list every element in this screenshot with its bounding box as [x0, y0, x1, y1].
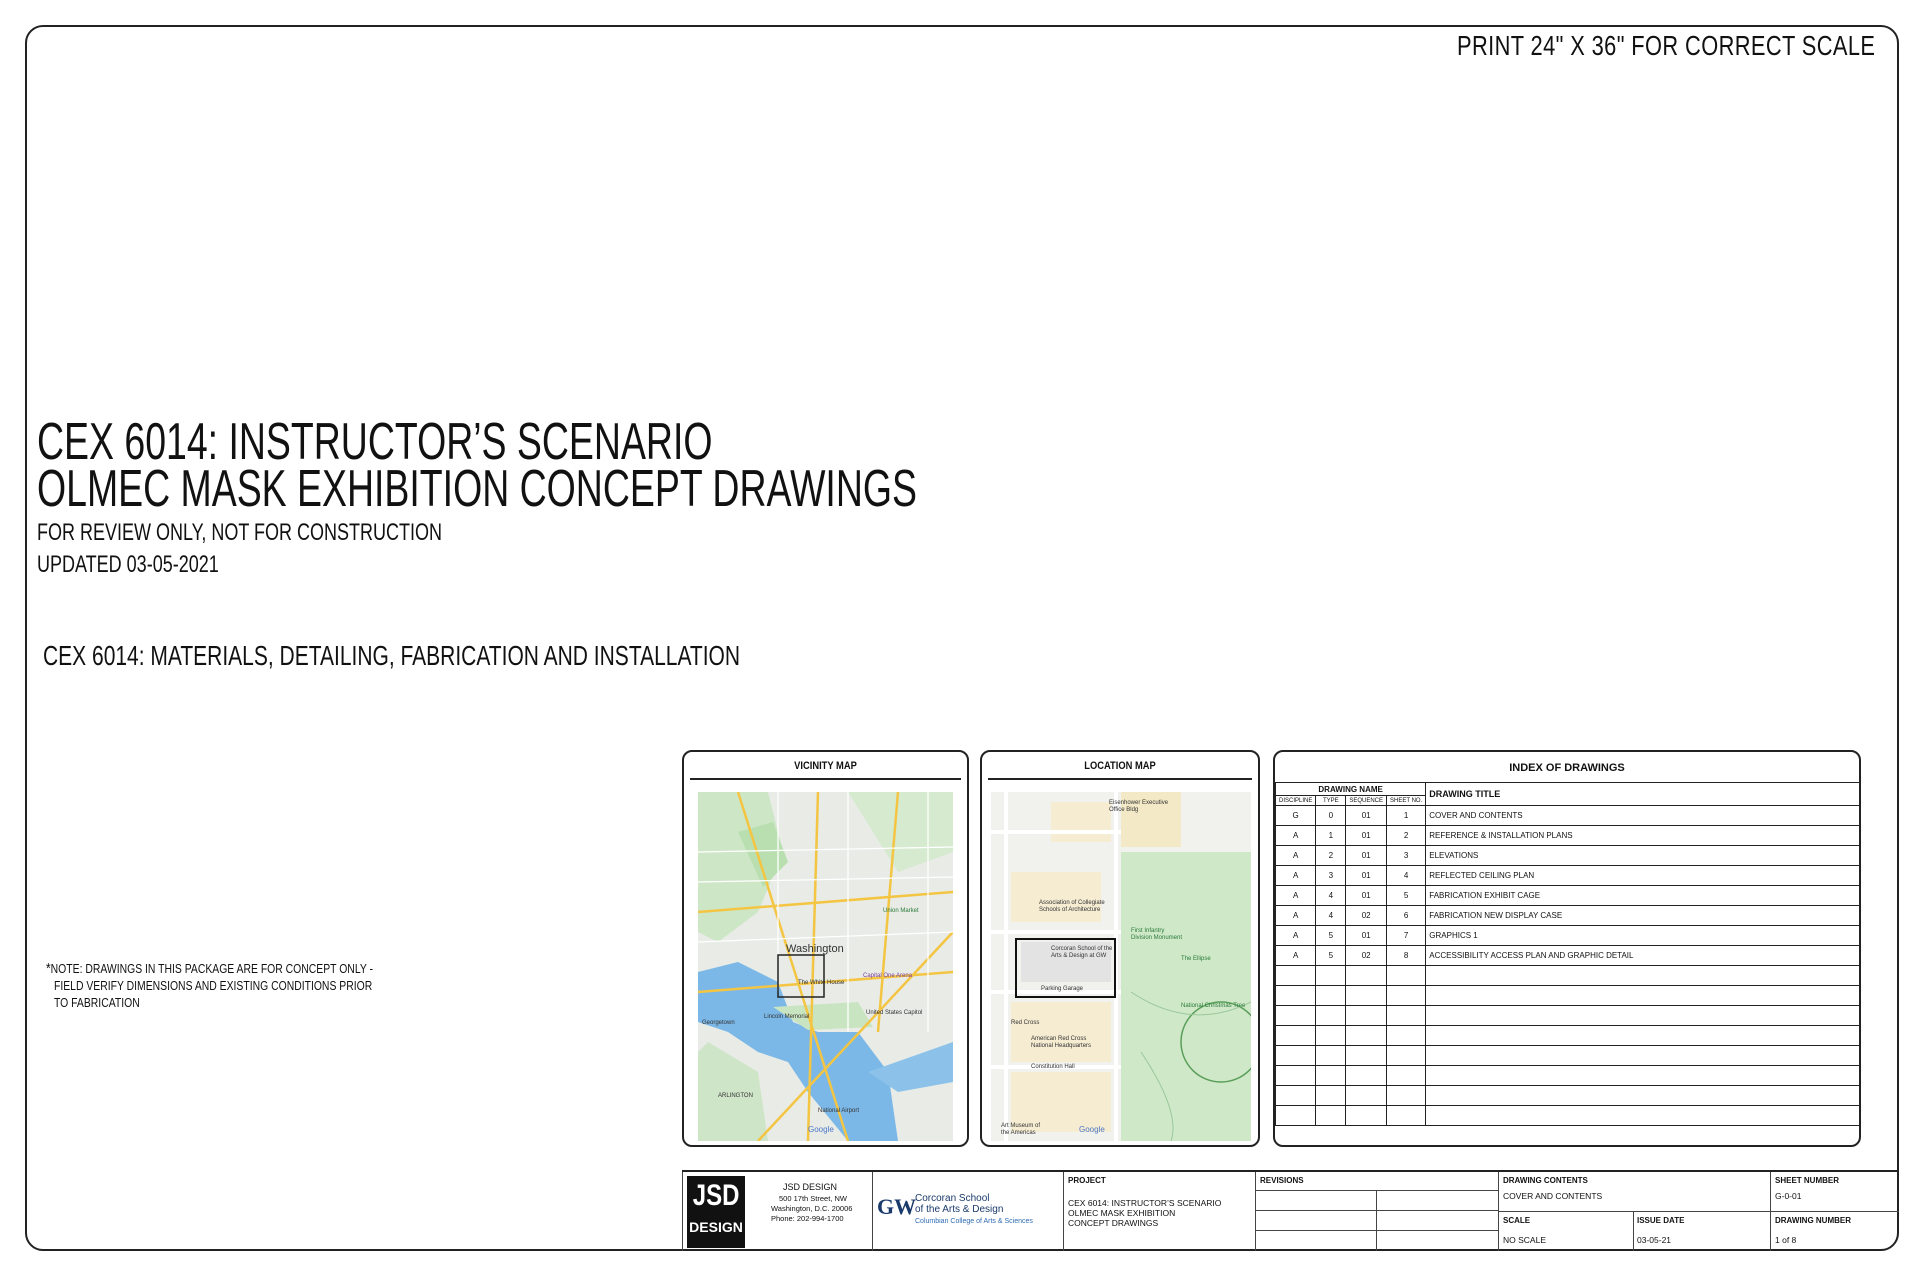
issue-date-value: 03-05-21	[1637, 1235, 1672, 1245]
drawing-contents-value: COVER AND CONTENTS	[1503, 1191, 1603, 1201]
index-title: INDEX OF DRAWINGS	[1509, 762, 1625, 774]
svg-text:The Ellipse: The Ellipse	[1181, 956, 1211, 962]
index-drawing-title: COVER AND CONTENTS	[1426, 806, 1861, 826]
index-cell	[1316, 1066, 1346, 1086]
svg-text:United States Capitol: United States Capitol	[866, 1010, 923, 1016]
note-line: NOTE: DRAWINGS IN THIS PACKAGE ARE FOR CONCEPT ONLY -	[50, 961, 373, 976]
svg-text:National Christmas Tree: National Christmas Tree	[1181, 1003, 1246, 1009]
index-cell: 7	[1387, 926, 1426, 946]
index-cell	[1387, 1066, 1426, 1086]
index-cell	[1316, 1026, 1346, 1046]
index-row	[1276, 826, 1861, 846]
revisions-block	[1255, 1172, 1498, 1251]
scale-value: NO SCALE	[1503, 1235, 1546, 1245]
index-row-empty	[1276, 1086, 1861, 1106]
logo-text-top: JSD	[692, 1179, 740, 1212]
school-line-2: of the Arts & Design	[915, 1204, 1004, 1215]
contents-block	[1498, 1172, 1770, 1251]
index-drawing-title: REFERENCE & INSTALLATION PLANS	[1426, 826, 1861, 846]
index-cell: 6	[1387, 906, 1426, 926]
index-cell	[1426, 1046, 1861, 1066]
index-cell	[1346, 966, 1387, 986]
index-cell	[1276, 1026, 1316, 1046]
scale-label: SCALE	[1503, 1216, 1531, 1225]
index-cell	[1276, 986, 1316, 1006]
index-cell: 01	[1346, 866, 1387, 886]
concept-note	[46, 960, 373, 1011]
index-cell: A	[1276, 906, 1316, 926]
vicinity-map-panel	[682, 750, 969, 1147]
svg-text:National Headquarters: National Headquarters	[1031, 1043, 1092, 1049]
sequence-header: SEQUENCE	[1346, 796, 1387, 806]
gw-logo: GW	[877, 1194, 917, 1219]
index-cell: 1	[1387, 806, 1426, 826]
index-cell	[1346, 1066, 1387, 1086]
index-cell: A	[1276, 946, 1316, 966]
index-cell	[1276, 966, 1316, 986]
index-row-empty	[1276, 986, 1861, 1006]
index-cell: 1	[1316, 826, 1346, 846]
project-line-3: CONCEPT DRAWINGS	[1068, 1218, 1159, 1228]
firm-block	[682, 1172, 872, 1251]
svg-text:Constitution Hall: Constitution Hall	[1031, 1064, 1075, 1070]
revisions-grid	[1256, 1190, 1498, 1251]
index-cell	[1387, 1106, 1426, 1126]
index-row	[1276, 906, 1861, 926]
project-block	[1063, 1172, 1255, 1251]
index-cell: 4	[1316, 886, 1346, 906]
school-line-3: Columbian College of Arts & Sciences	[915, 1218, 1033, 1225]
svg-text:Red Cross: Red Cross	[1011, 1020, 1040, 1026]
project-line-2: OLMEC MASK EXHIBITION	[1068, 1208, 1176, 1218]
index-cell	[1276, 1086, 1316, 1106]
index-cell: G	[1276, 806, 1316, 826]
drawing-number-label: DRAWING NUMBER	[1775, 1216, 1851, 1225]
index-cell	[1316, 1006, 1346, 1026]
svg-text:Art Museum of: Art Museum of	[1001, 1123, 1041, 1129]
index-cell	[1387, 1026, 1426, 1046]
svg-text:Georgetown: Georgetown	[702, 1020, 735, 1026]
index-cell: 01	[1346, 846, 1387, 866]
index-cell	[1426, 966, 1861, 986]
school-line-1: Corcoran School	[915, 1193, 990, 1204]
svg-text:Division Monument: Division Monument	[1131, 935, 1183, 941]
index-cell: 5	[1316, 926, 1346, 946]
index-cell: A	[1276, 886, 1316, 906]
index-drawing-title: ACCESSIBILITY ACCESS PLAN AND GRAPHIC DETAIL	[1426, 946, 1861, 966]
index-drawing-title: FABRICATION EXHIBIT CAGE	[1426, 886, 1861, 906]
index-cell: 2	[1316, 846, 1346, 866]
index-cell: 3	[1316, 866, 1346, 886]
vicinity-map-image	[698, 792, 953, 1141]
svg-text:National Airport: National Airport	[818, 1108, 860, 1114]
index-cell	[1346, 1026, 1387, 1046]
index-cell: 4	[1387, 866, 1426, 886]
svg-text:Google: Google	[1079, 1125, 1105, 1134]
index-cell	[1316, 1086, 1346, 1106]
svg-text:Schools of Architecture: Schools of Architecture	[1039, 907, 1101, 913]
index-cell	[1346, 1106, 1387, 1126]
course-title: CEX 6014: MATERIALS, DETAILING, FABRICATION AND INSTALLATION	[43, 640, 741, 671]
sheet-number-value: G-0-01	[1775, 1191, 1802, 1201]
index-cell	[1387, 1046, 1426, 1066]
index-drawing-title: FABRICATION NEW DISPLAY CASE	[1426, 906, 1861, 926]
title-block	[682, 1170, 1899, 1251]
location-map-panel	[980, 750, 1260, 1147]
index-cell: 01	[1346, 926, 1387, 946]
index-row	[1276, 926, 1861, 946]
location-map-title: LOCATION MAP	[1084, 760, 1156, 772]
index-cell	[1346, 1086, 1387, 1106]
index-cell	[1426, 1006, 1861, 1026]
index-row-empty	[1276, 966, 1861, 986]
index-cell: A	[1276, 826, 1316, 846]
logo-text-bottom: DESIGN	[689, 1219, 743, 1235]
index-table	[1275, 782, 1861, 1126]
svg-text:Google: Google	[808, 1125, 834, 1134]
index-cell	[1316, 1046, 1346, 1066]
index-cell	[1346, 986, 1387, 1006]
note-line: FIELD VERIFY DIMENSIONS AND EXISTING CONDITIONS PRIOR	[54, 978, 373, 993]
svg-text:American Red Cross: American Red Cross	[1031, 1036, 1087, 1042]
drawing-contents-label: DRAWING CONTENTS	[1503, 1176, 1588, 1185]
firm-phone: Phone: 202-994-1700	[771, 1214, 844, 1223]
asterisk-icon: *	[46, 960, 51, 977]
index-cell: A	[1276, 926, 1316, 946]
sheet-number-label: SHEET NUMBER	[1775, 1176, 1840, 1185]
index-cell	[1387, 966, 1426, 986]
index-cell: 2	[1387, 826, 1426, 846]
svg-text:Arts & Design at GW: Arts & Design at GW	[1051, 953, 1107, 959]
firm-address-2: Washington, D.C. 20006	[771, 1204, 853, 1213]
firm-address-1: 500 17th Street, NW	[779, 1194, 847, 1203]
note-line: TO FABRICATION	[54, 995, 140, 1010]
svg-text:Parking Garage: Parking Garage	[1041, 986, 1084, 992]
index-cell: 5	[1316, 946, 1346, 966]
index-cell: 0	[1316, 806, 1346, 826]
index-cell	[1316, 986, 1346, 1006]
index-cell: 3	[1387, 846, 1426, 866]
divider	[690, 778, 961, 780]
index-drawing-title: REFLECTED CEILING PLAN	[1426, 866, 1861, 886]
index-cell	[1387, 986, 1426, 1006]
index-drawing-title: GRAPHICS 1	[1426, 926, 1861, 946]
index-cell: 02	[1346, 906, 1387, 926]
type-header: TYPE	[1316, 796, 1346, 806]
index-cell	[1316, 966, 1346, 986]
index-cell	[1426, 986, 1861, 1006]
index-cell	[1276, 1046, 1316, 1066]
index-cell	[1346, 1046, 1387, 1066]
drawing-name-header: DRAWING NAME	[1276, 783, 1426, 796]
index-cell	[1426, 1106, 1861, 1126]
project-line-1: CEX 6014: INSTRUCTOR’S SCENARIO	[1068, 1198, 1222, 1208]
index-cell: 01	[1346, 886, 1387, 906]
project-label: PROJECT	[1068, 1176, 1106, 1185]
index-cell: 01	[1346, 806, 1387, 826]
firm-name: JSD DESIGN	[783, 1182, 838, 1192]
cover-subtitle: FOR REVIEW ONLY, NOT FOR CONSTRUCTION	[37, 519, 443, 546]
revisions-label: REVISIONS	[1260, 1176, 1304, 1185]
index-row	[1276, 946, 1861, 966]
index-cell: 01	[1346, 826, 1387, 846]
index-cell: 8	[1387, 946, 1426, 966]
index-drawing-title: ELEVATIONS	[1426, 846, 1861, 866]
index-row-empty	[1276, 1066, 1861, 1086]
index-cell	[1276, 1106, 1316, 1126]
svg-text:Association of Collegiate: Association of Collegiate	[1039, 900, 1105, 906]
svg-text:Office Bldg: Office Bldg	[1109, 807, 1139, 813]
index-cell	[1276, 1006, 1316, 1026]
index-cell	[1387, 1086, 1426, 1106]
index-of-drawings-panel	[1273, 750, 1861, 1147]
index-row	[1276, 846, 1861, 866]
print-scale-note: PRINT 24" X 36" FOR CORRECT SCALE	[1456, 30, 1875, 61]
index-cell: A	[1276, 846, 1316, 866]
index-row	[1276, 806, 1861, 826]
index-cell	[1387, 1006, 1426, 1026]
issue-date-label: ISSUE DATE	[1637, 1216, 1685, 1225]
index-row-empty	[1276, 1106, 1861, 1126]
svg-text:Corcoran School of the: Corcoran School of the	[1051, 946, 1113, 952]
drawing-title-header: DRAWING TITLE	[1426, 783, 1861, 806]
index-cell	[1276, 1066, 1316, 1086]
discipline-header: DISCIPLINE	[1276, 796, 1316, 806]
index-row-empty	[1276, 1006, 1861, 1026]
location-map-image	[991, 792, 1251, 1141]
cover-updated-date: UPDATED 03-05-2021	[37, 551, 219, 578]
cover-title-line1: CEX 6014: INSTRUCTOR’S SCENARIO	[37, 413, 713, 471]
index-cell: 5	[1387, 886, 1426, 906]
svg-text:Union Market: Union Market	[883, 908, 919, 914]
svg-text:Capital One Arena: Capital One Arena	[863, 973, 913, 979]
svg-text:Eisenhower Executive: Eisenhower Executive	[1109, 800, 1169, 806]
drawing-number-value: 1 of 8	[1775, 1235, 1797, 1245]
map-label-washington: Washington	[786, 943, 844, 955]
svg-text:The White House: The White House	[798, 980, 845, 986]
sheet-no-header: SHEET NO.	[1387, 796, 1426, 806]
svg-text:Lincoln Memorial: Lincoln Memorial	[764, 1014, 810, 1020]
index-row-empty	[1276, 1026, 1861, 1046]
index-cell: 4	[1316, 906, 1346, 926]
index-cell	[1426, 1086, 1861, 1106]
svg-text:ARLINGTON: ARLINGTON	[718, 1093, 753, 1099]
index-cell	[1316, 1106, 1346, 1126]
index-cell: 02	[1346, 946, 1387, 966]
vicinity-map-title: VICINITY MAP	[794, 760, 857, 772]
svg-text:the Americas: the Americas	[1001, 1130, 1036, 1136]
index-row	[1276, 886, 1861, 906]
divider	[988, 778, 1252, 780]
index-row-empty	[1276, 1046, 1861, 1066]
index-cell	[1426, 1066, 1861, 1086]
index-cell: A	[1276, 866, 1316, 886]
sheet-block	[1770, 1172, 1899, 1251]
svg-text:First Infantry: First Infantry	[1131, 928, 1165, 934]
school-block	[872, 1172, 1063, 1251]
jsd-logo	[687, 1176, 745, 1248]
index-row	[1276, 866, 1861, 886]
cover-title-line2: OLMEC MASK EXHIBITION CONCEPT DRAWINGS	[37, 460, 917, 518]
index-cell	[1346, 1006, 1387, 1026]
index-cell	[1426, 1026, 1861, 1046]
